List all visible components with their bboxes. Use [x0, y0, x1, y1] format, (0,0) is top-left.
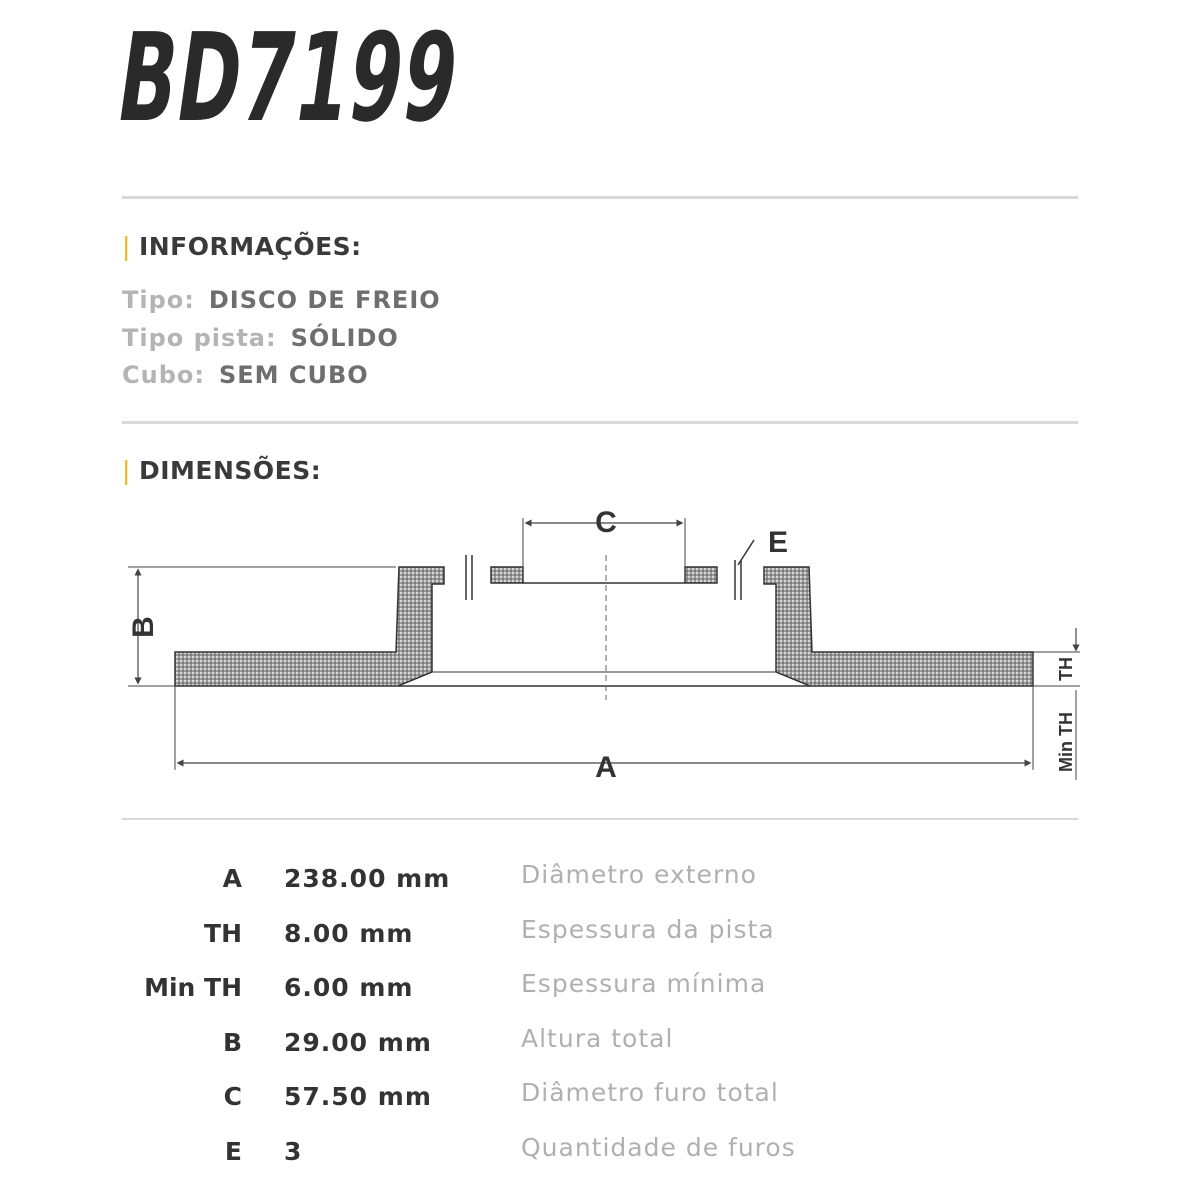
divider-bottom: [122, 818, 1078, 820]
spec-key: B: [222, 1028, 242, 1057]
info-value: DISCO DE FREIO: [208, 286, 441, 314]
spec-key: E: [224, 1137, 242, 1166]
spec-description: Diâmetro furo total: [521, 1078, 779, 1107]
info-row-cubo: [122, 361, 369, 389]
spec-description: Espessura mínima: [521, 969, 767, 998]
disc-left-section: [175, 567, 444, 686]
spec-row-e: [0, 1133, 1200, 1177]
info-value: SEM CUBO: [218, 361, 369, 389]
info-row-tipo-pista: [122, 324, 399, 352]
spec-description: Quantidade de furos: [521, 1133, 796, 1162]
disc-right-section: [764, 567, 1033, 686]
hat-top-right: [685, 567, 717, 583]
spec-row-th: [0, 915, 1200, 959]
brake-disc-diagram: [0, 500, 1200, 800]
spec-value: 3: [284, 1137, 303, 1166]
product-code-title: BD7199: [109, 7, 468, 149]
label-th: TH: [1056, 657, 1076, 681]
divider-top: [122, 196, 1078, 199]
label-c: C: [595, 506, 617, 539]
spec-row-c: [0, 1078, 1200, 1122]
spec-value: 29.00 mm: [284, 1028, 432, 1057]
spec-key: C: [223, 1082, 242, 1111]
spec-key: Min TH: [144, 973, 242, 1002]
info-label: Tipo:: [122, 286, 195, 314]
spec-key: TH: [204, 919, 242, 948]
info-label: Tipo pista:: [122, 324, 277, 352]
spec-value: 238.00 mm: [284, 864, 451, 893]
hat-top-left: [491, 567, 523, 583]
spec-value: 57.50 mm: [284, 1082, 432, 1111]
spec-value: 6.00 mm: [284, 973, 414, 1002]
info-row-tipo: [122, 286, 441, 314]
spec-row-min-th: [0, 969, 1200, 1013]
accent-bar-icon: |: [122, 232, 131, 261]
spec-description: Espessura da pista: [521, 915, 775, 944]
section-heading-label: DIMENSÕES:: [138, 456, 322, 485]
label-a: A: [595, 751, 617, 784]
info-label: Cubo:: [122, 361, 205, 389]
label-min-th: Min TH: [1056, 712, 1076, 772]
spec-key: A: [222, 864, 242, 893]
label-e: E: [768, 526, 789, 559]
section-heading-dimensoes: [122, 456, 321, 485]
label-b: B: [127, 616, 160, 638]
spec-description: Diâmetro externo: [521, 860, 757, 889]
section-heading-informacoes: [122, 232, 362, 261]
spec-row-a: [0, 860, 1200, 904]
section-heading-label: INFORMAÇÕES:: [138, 232, 362, 261]
info-value: SÓLIDO: [290, 324, 399, 352]
spec-value: 8.00 mm: [284, 919, 414, 948]
divider-middle: [122, 421, 1078, 424]
spec-description: Altura total: [521, 1024, 674, 1053]
spec-row-b: [0, 1024, 1200, 1068]
accent-bar-icon: |: [122, 456, 131, 485]
